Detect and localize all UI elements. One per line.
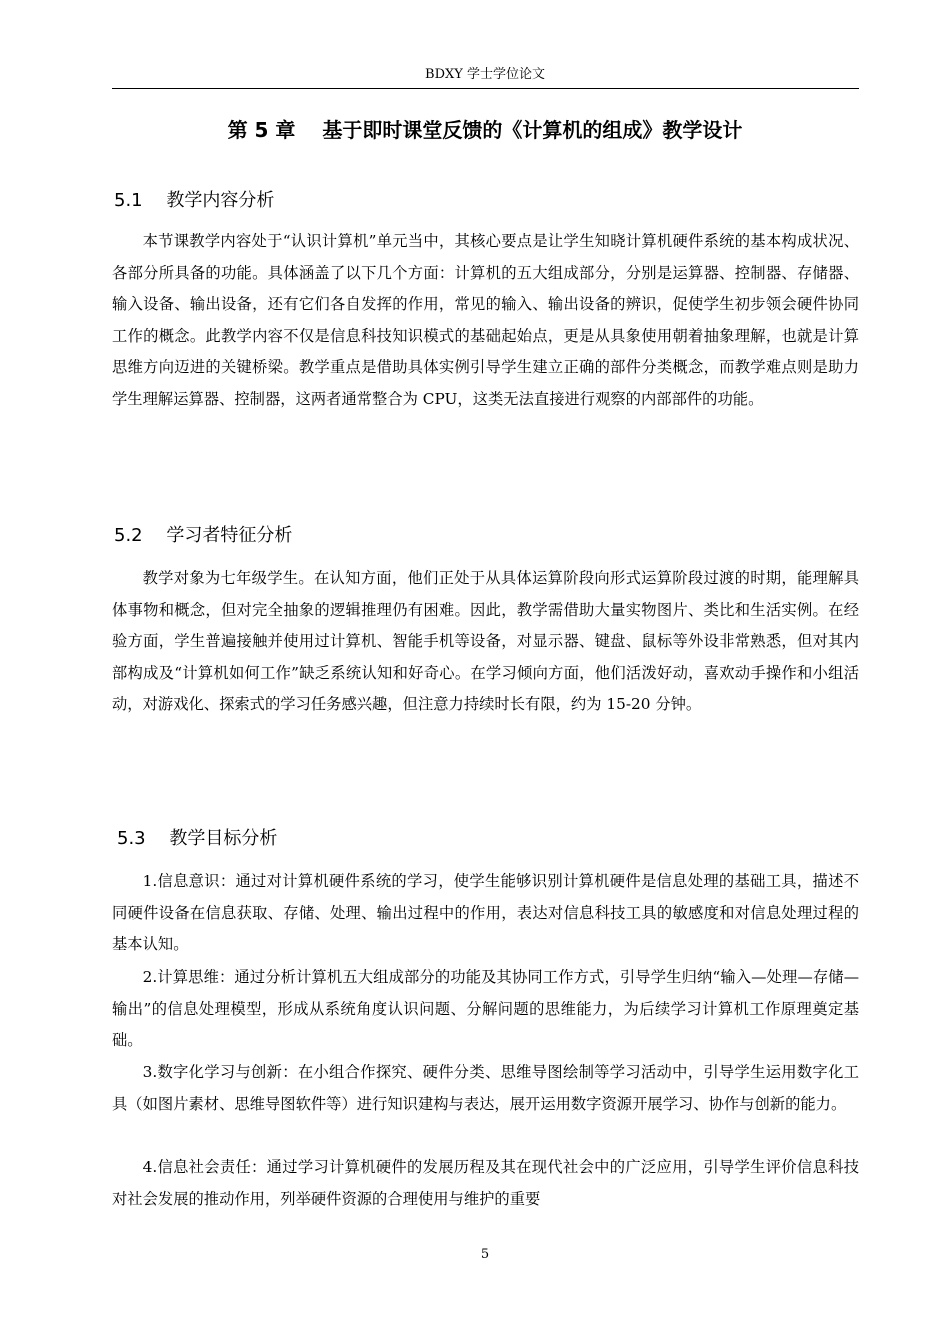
paragraph-goal-information-awareness: 1.信息意识：通过对计算机硬件系统的学习，使学生能够识别计算机硬件是信息处理的基础工具，描述不同硬件设备在信息获取、存储、处理、输出过程中的作用，表达对信息科技工具的敏感度和对信息处理过程的基本认知。: [112, 872, 859, 954]
paragraph-goal-computational-thinking: 2.计算思维：通过分析计算机五大组成部分的功能及其协同工作方式，引导学生归纳“输入—处理—存储—输出”的信息处理模型，形成从系统角度认识问题、分解问题的思维能力，为后续学习计算机工作原理奠定基础。: [112, 968, 859, 1050]
paragraph-content-analysis: 本节课教学内容处于“认识计算机”单元当中，其核心要点是让学生知晓计算机硬件系统的基本构成状况、各部分所具备的功能。具体涵盖了以下几个方面：计算机的五大组成部分，分别是运算器、控制器、存储器、输入设备、输出设备，还有它们各自发挥的作用，常见的输入、输出设备的辨识，促使学生初步领会硬件协同工作的概念。此教学内容不仅是信息科技知识模式的基础起始点，更是从具象使用朝着抽象理解，也就是计算思维方向迈进的关键桥梁。教学重点是借助具体实例引导学生建立正确的部件分类概念，而教学难点则是助力学生理解运算器、控制器，这两者通常整合为 CPU，这类无法直接进行观察的内部部件的功能。: [112, 232, 859, 408]
page-number: 5: [480, 1247, 490, 1262]
header-rule: [112, 88, 859, 89]
paragraph-goal-digital-learning: 3.数字化学习与创新：在小组合作探究、硬件分类、思维导图绘制等学习活动中，引导学生运用数字化工具（如图片素材、思维导图软件等）进行知识建构与表达，展开运用数字资源开展学习、协作与创新的能力。: [112, 1063, 859, 1113]
paragraph-learner-analysis: 教学对象为七年级学生。在认知方面，他们正处于从具体运算阶段向形式运算阶段过渡的时期，能理解具体事物和概念，但对完全抽象的逻辑推理仍有困难。因此，教学需借助大量实物图片、类比和生活实例。在经验方面，学生普遍接触并使用过计算机、智能手机等设备，对显示器、键盘、鼠标等外设非常熟悉，但对其内部构成及“计算机如何工作”缺乏系统认知和好奇心。在学习倾向方面，他们活泼好动，喜欢动手操作和小组活动，对游戏化、探索式的学习任务感兴趣，但注意力持续时长有限，约为 15-20 分钟。: [112, 569, 859, 714]
section-heading-5-2: 5.2 学习者特征分析: [114, 525, 293, 546]
running-header: BDXY 学士学位论文: [425, 67, 545, 82]
section-heading-5-3: 5.3 教学目标分析: [117, 828, 278, 849]
paragraph-goal-social-responsibility: 4.信息社会责任：通过学习计算机硬件的发展历程及其在现代社会中的广泛应用，引导学生评价信息科技对社会发展的推动作用，列举硬件资源的合理使用与维护的重要: [112, 1158, 859, 1208]
section-heading-5-1: 5.1 教学内容分析: [114, 190, 275, 211]
chapter-title: 第 5 章 基于即时课堂反馈的《计算机的组成》教学设计: [227, 118, 743, 142]
